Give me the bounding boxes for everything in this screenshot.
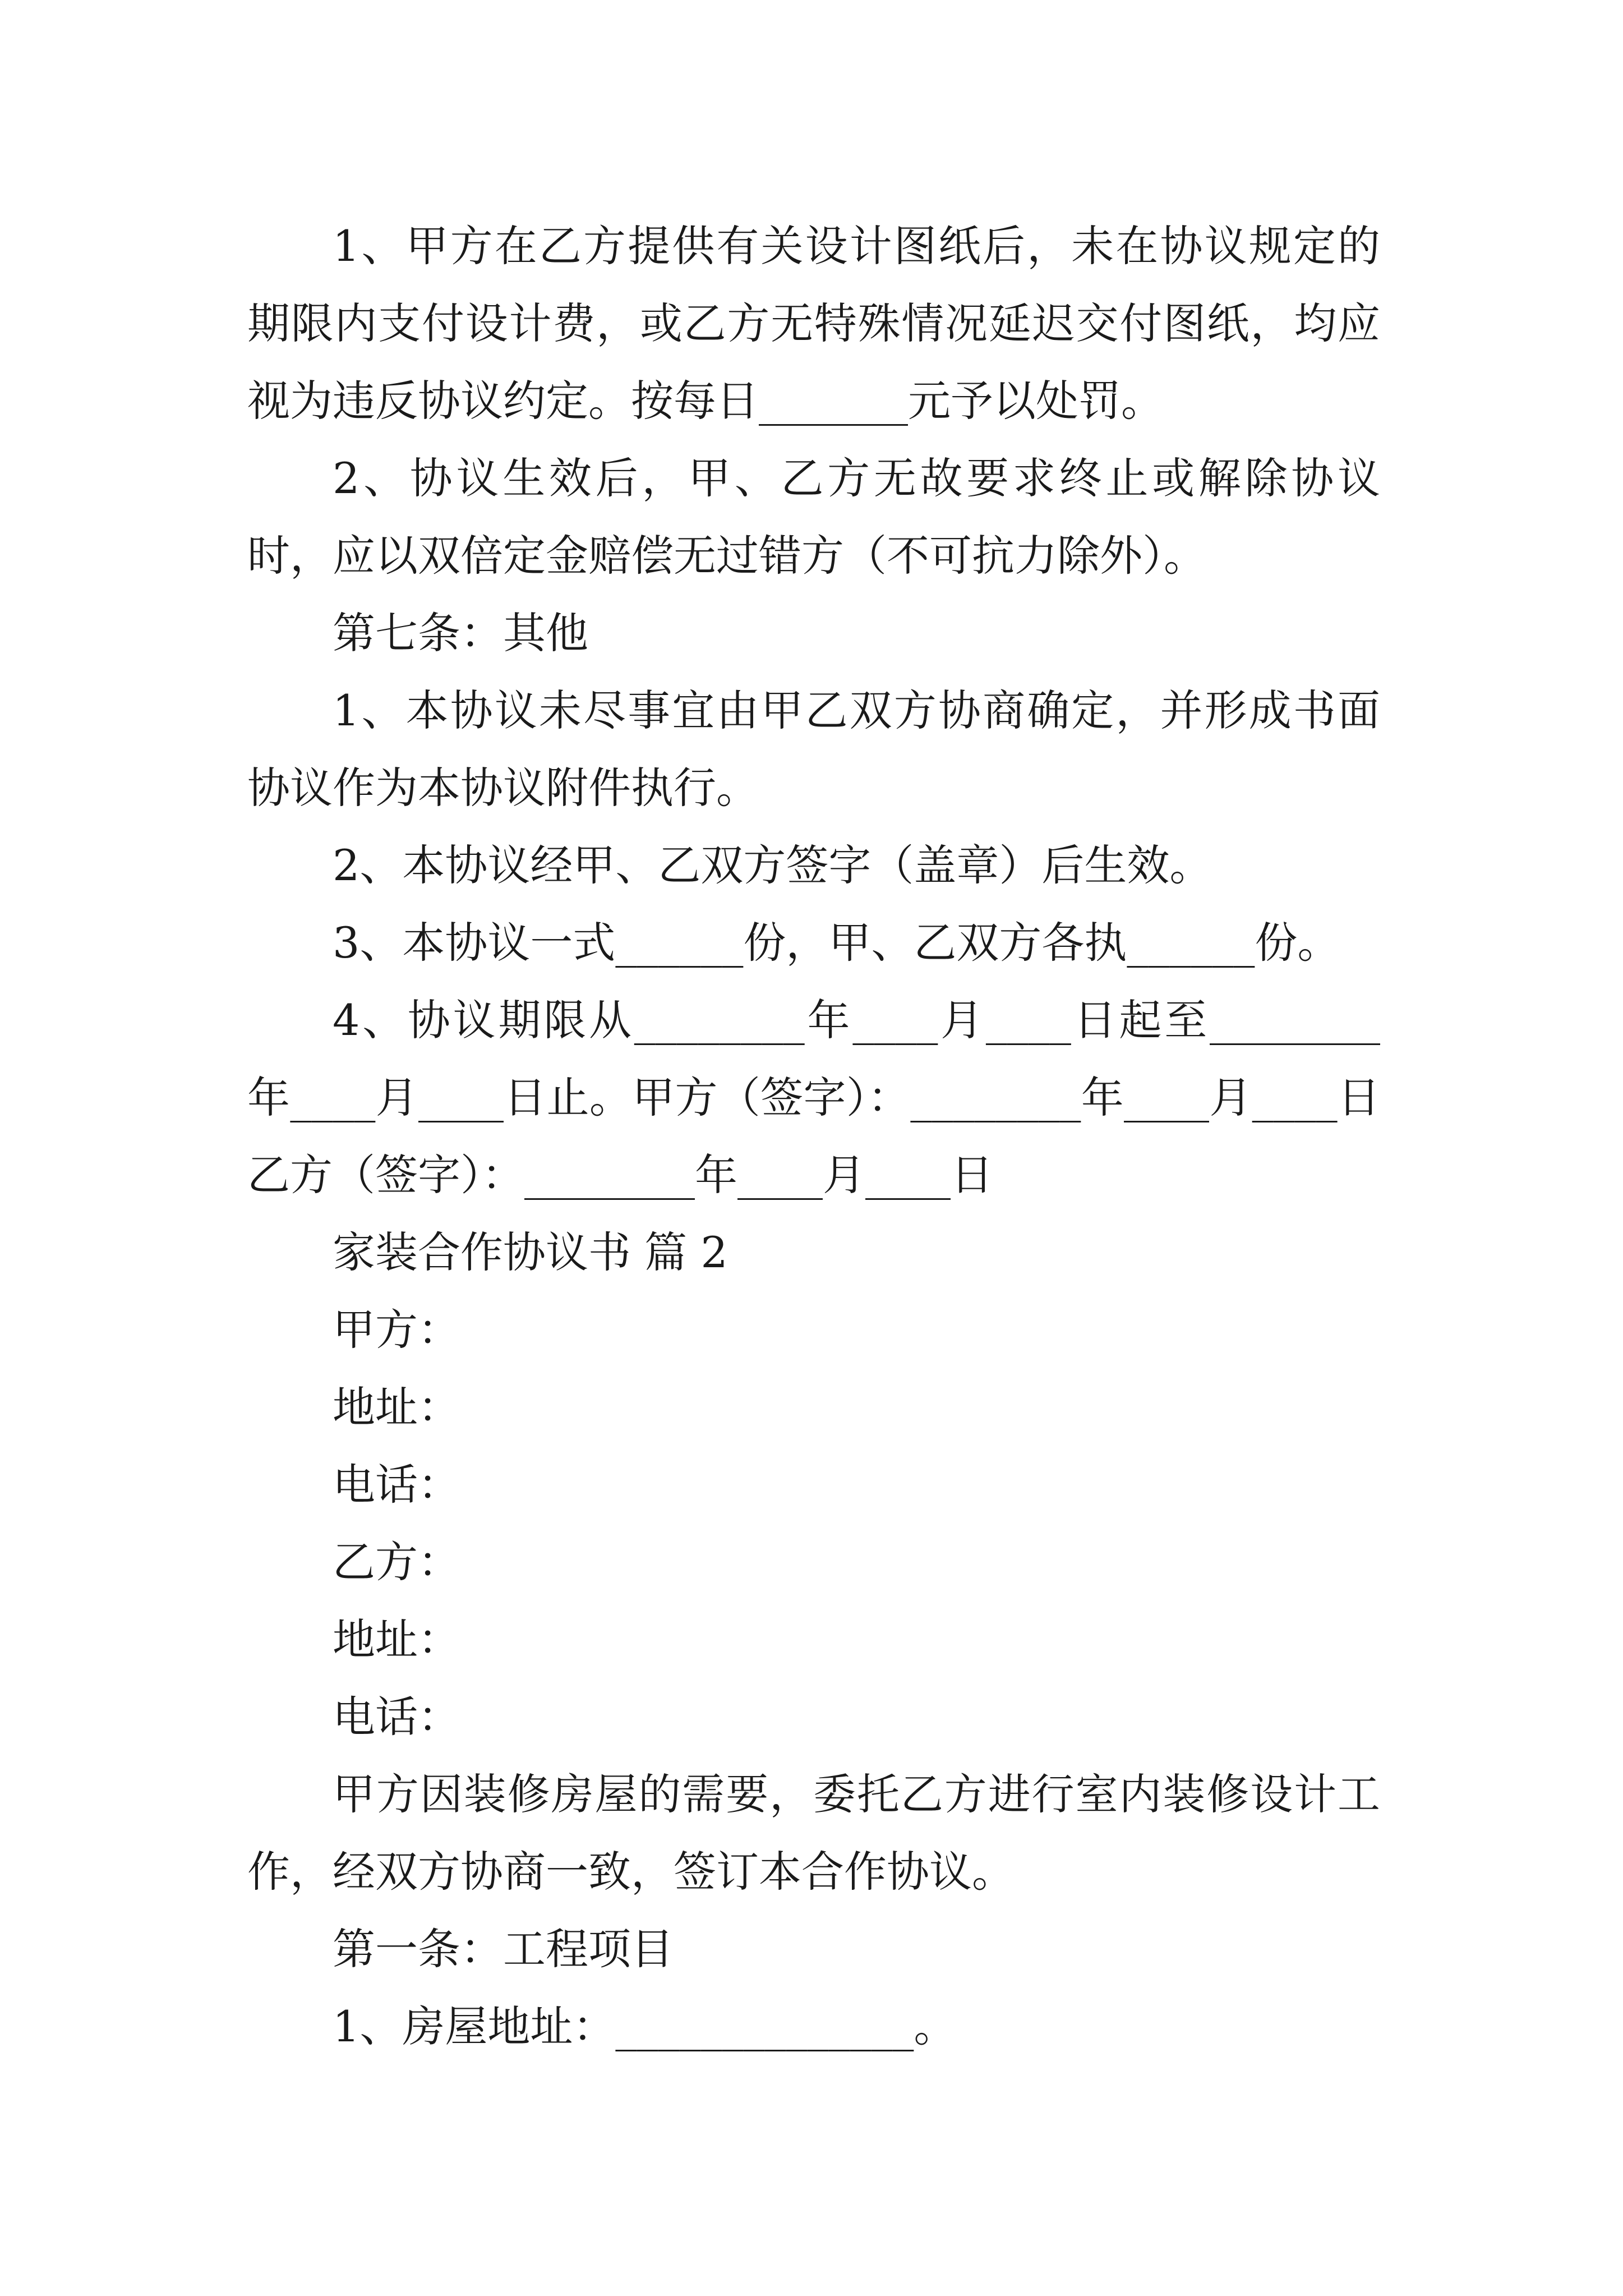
paragraph-term-and-signatures: 4、协议期限从________年____月____日起至________年____月____日止。甲方（签字）：________年____月____日乙方（签字）：________年____月____日 — [247, 995, 1380, 1200]
document-body — [247, 208, 1380, 2065]
paragraph-unresolved-matters: 1、本协议未尽事宜由甲乙双方协商确定，并形成书面协议作为本协议附件执行。 — [247, 685, 1380, 813]
party-b-phone-label: 电话： — [333, 1692, 460, 1742]
party-a-phone-label: 电话： — [333, 1460, 460, 1510]
section-heading-article-7: 第七条：其他 — [333, 608, 588, 658]
document-title-part-2: 家装合作协议书 篇 2 — [333, 1227, 728, 1277]
party-b-address-label: 地址： — [333, 1614, 460, 1664]
section-heading-article-1: 第一条：工程项目 — [333, 1924, 674, 1974]
party-a-address-label: 地址： — [333, 1382, 460, 1432]
paragraph-preamble: 甲方因装修房屋的需要，委托乙方进行室内装修设计工作，经双方协商一致，签订本合作协议。 — [247, 1769, 1380, 1897]
paragraph-copies: 3、本协议一式______份，甲、乙双方各执______份。 — [333, 918, 1340, 968]
party-b-label: 乙方： — [333, 1537, 460, 1587]
paragraph-house-address: 1、房屋地址：______________。 — [333, 2001, 957, 2051]
paragraph-effective-upon-signing: 2、本协议经甲、乙双方签字（盖章）后生效。 — [333, 840, 1212, 890]
paragraph-penalty-design-fee: 1、甲方在乙方提供有关设计图纸后，未在协议规定的期限内支付设计费，或乙方无特殊情况延迟交付图纸，均应视为违反协议约定。按每日_______元予以处罚。 — [247, 221, 1380, 426]
paragraph-termination-deposit: 2、协议生效后，甲、乙方无故要求终止或解除协议时，应以双倍定金赔偿无过错方（不可抗力除外）。 — [247, 453, 1380, 581]
party-a-label: 甲方： — [333, 1305, 460, 1355]
